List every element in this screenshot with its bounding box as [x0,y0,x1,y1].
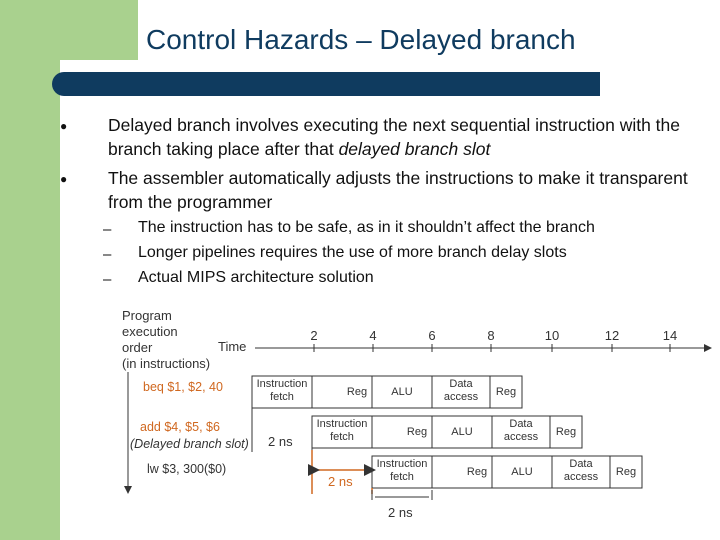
order-label-3: order [122,340,153,355]
bullet-1-italic: delayed branch slot [338,139,491,159]
stage-label: Reg [406,426,428,438]
order-label-4: (in instructions) [122,356,211,371]
time-label: Time [218,339,247,354]
dash-icon: – [103,271,112,288]
instruction-2: add $4, $5, $6 [140,420,220,434]
tick-label: 2 [310,328,318,343]
stage-label: Reg [495,386,517,398]
stage-label: Reg [555,426,577,438]
stage-label: Reg [615,466,637,478]
stage-label: Data access [503,418,539,443]
stage-label: ALU [511,466,533,478]
tick-label: 10 [544,328,560,343]
order-label-1: Program [122,308,172,323]
instruction-1: beq $1, $2, 40 [143,380,223,394]
bullet-1-text: Delayed branch involves executing the next sequential instruction with the branch taking place after that [108,115,681,159]
stage-label: Data access [563,458,599,483]
stage-label: Instruction fetch [376,458,428,483]
sub-bullet-2: Longer pipelines requires the use of more branch delay slots [138,244,567,261]
order-label-2: execution [122,324,178,339]
stage-label: Instruction fetch [316,418,368,443]
tick-label: 6 [428,328,436,343]
bullet-2-text: The assembler automatically adjusts the instructions to make it transparent from the programmer [108,168,688,212]
stage-label: Reg [346,386,368,398]
instruction-2-note: (Delayed branch slot) [130,437,249,451]
dash-icon: – [103,221,112,238]
tick-label: 4 [369,328,377,343]
dash-icon: – [103,246,112,263]
bullet-icon: ● [60,119,68,133]
tick-label: 12 [604,328,620,343]
stage-label: ALU [451,426,473,438]
stage-label: Data access [443,378,479,403]
gap-label-1: 2 ns [268,434,293,449]
gap-marker-3 [372,490,432,500]
stage-label: Reg [466,466,488,478]
sub-bullet-1: The instruction has to be safe, as in it shouldn’t affect the branch [138,219,595,236]
slide-title: Control Hazards – Delayed branch [146,24,576,55]
instruction-3: lw $3, 300($0) [147,462,227,476]
stage-label: Instruction fetch [256,378,308,403]
stage-label: ALU [391,386,413,398]
tick-label: 8 [487,328,495,343]
gap-label-3: 2 ns [388,505,413,520]
bullet-icon: ● [60,172,68,186]
tick-label: 14 [662,328,678,343]
gap-label-2: 2 ns [328,474,353,489]
sub-bullet-3: Actual MIPS architecture solution [138,269,374,286]
